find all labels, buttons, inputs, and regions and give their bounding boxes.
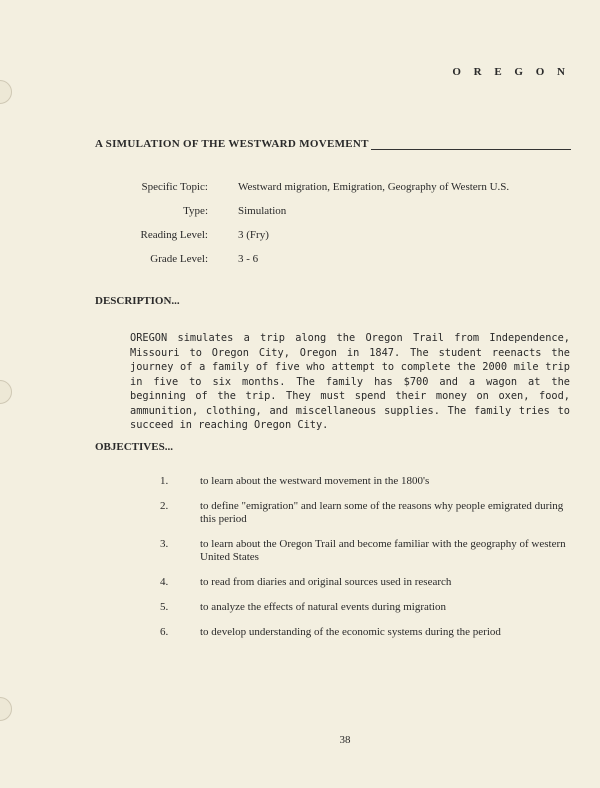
objective-text: to analyze the effects of natural events during migration [200, 601, 446, 613]
binder-hole [0, 80, 12, 104]
objective-text: to read from diaries and original sources used in research [200, 576, 452, 588]
page-number: 38 [339, 734, 351, 746]
meta-row [95, 247, 509, 271]
meta-value: Simulation [238, 205, 287, 217]
meta-label: Reading Level: [140, 229, 208, 241]
meta-value: Westward migration, Emigration, Geography of Western U.S. [238, 181, 510, 193]
objectives-list [160, 475, 572, 639]
objective-item [160, 576, 572, 589]
section-title-text: A SIMULATION OF THE WESTWARD MOVEMENT [95, 138, 369, 150]
objective-text: to define "emigration" and learn some of the reasons why people emigrated during this period [200, 500, 564, 525]
binder-hole [0, 380, 12, 404]
objective-number: 6. [160, 626, 169, 638]
meta-label: Grade Level: [150, 253, 208, 265]
objective-number: 3. [160, 538, 169, 550]
meta-table [95, 175, 509, 271]
objective-number: 1. [160, 475, 169, 487]
objective-item [160, 500, 572, 526]
objective-item [160, 626, 572, 639]
objective-number: 2. [160, 500, 169, 512]
objectives-heading: OBJECTIVES... [95, 441, 173, 453]
objective-text: to develop understanding of the economic systems during the period [200, 626, 501, 638]
meta-label: Type: [183, 205, 208, 217]
objective-text: to learn about the Oregon Trail and become familiar with the geography of western United States [200, 538, 566, 563]
objective-number: 4. [160, 576, 169, 588]
objective-text: to learn about the westward movement in the 1800's [200, 475, 430, 487]
objective-item [160, 601, 572, 614]
meta-row [95, 199, 509, 223]
description-heading: DESCRIPTION... [95, 295, 180, 307]
meta-value: 3 (Fry) [238, 229, 269, 241]
objective-item [160, 475, 572, 488]
section-title [95, 138, 571, 150]
objective-item [160, 538, 572, 564]
binder-hole [0, 697, 12, 721]
description-text: OREGON simulates a trip along the Oregon Trail from Independence, Missouri to Oregon City, Oregon in 1847. The student reenacts the journey of a family of five who attempt to complete the 2000 mile trip in five to six months. The family has $700 and a wagon at the beginning of the trip. They must spend their money on oxen, food, ammunition, clothing, and miscellaneous supplies. The family tries to succeed in reaching Oregon City. [130, 332, 570, 431]
meta-label: Specific Topic: [141, 181, 208, 193]
meta-value: 3 - 6 [238, 253, 259, 265]
header-title: O R E G O N [452, 66, 570, 78]
meta-row [95, 223, 509, 247]
title-underline [371, 139, 571, 150]
objective-number: 5. [160, 601, 169, 613]
meta-row [95, 175, 509, 199]
